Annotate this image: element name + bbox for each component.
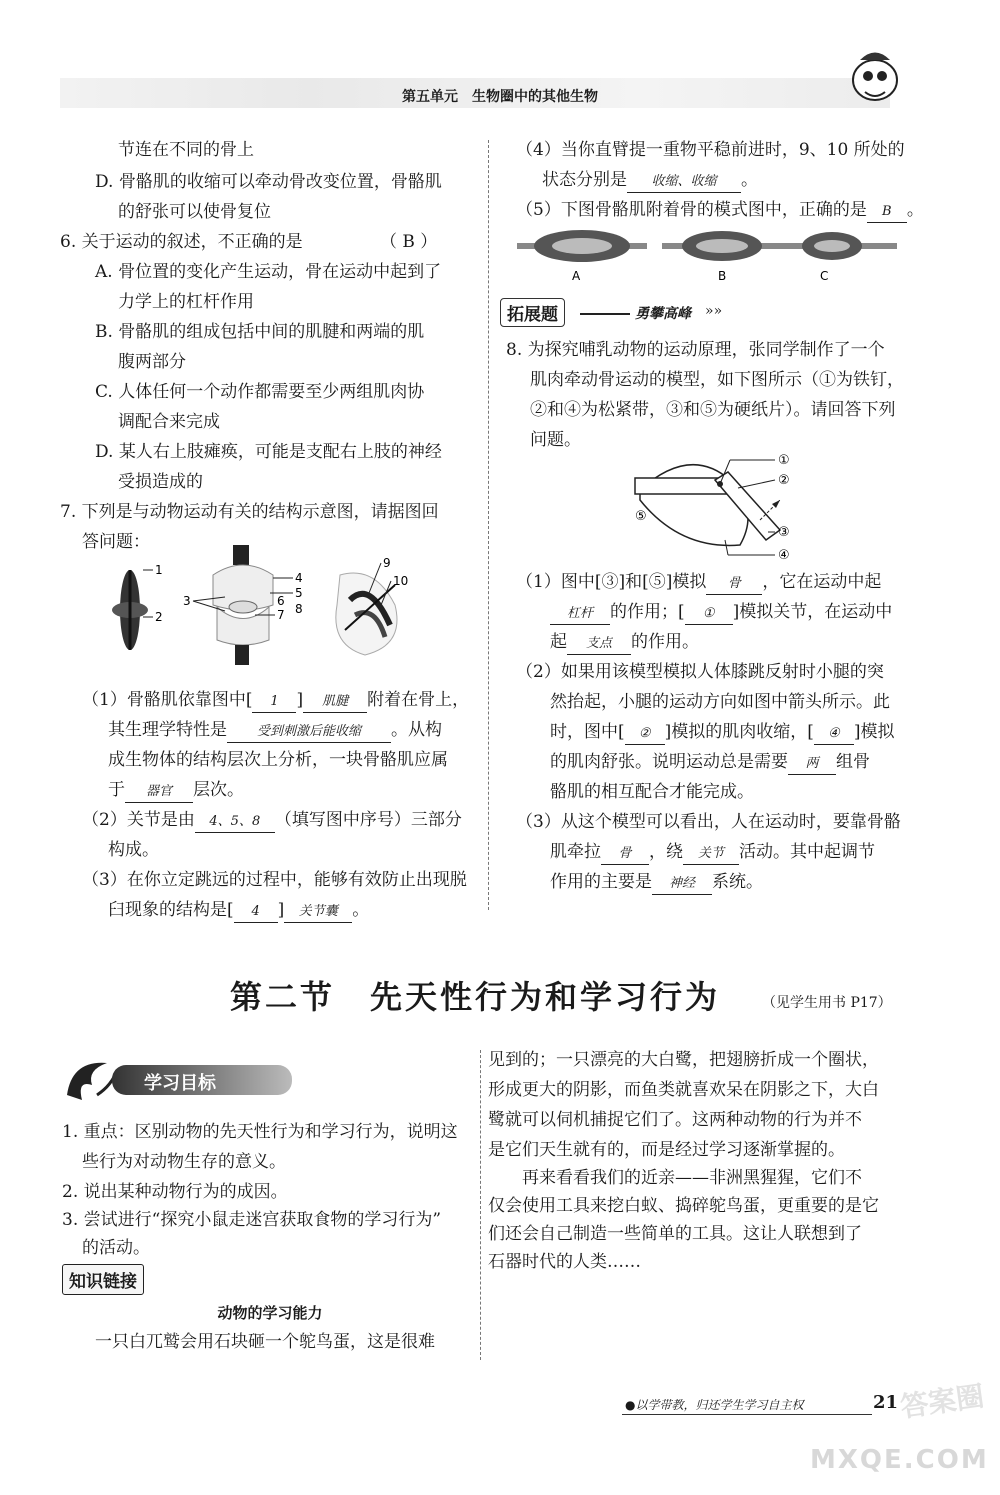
goal-item: 3. 尝试进行“探究小鼠走迷宫获取食物的学习行为” xyxy=(62,1210,442,1230)
q7-1-cont xyxy=(108,720,442,743)
text-line: （4）当你直臂提一重物平稳前进时，9、10 所处的 xyxy=(516,140,905,160)
figure-label: A xyxy=(572,269,581,283)
answer-blank: 收缩、收缩 xyxy=(627,172,741,193)
section-title: 第二节 先天性行为和学习行为 xyxy=(230,978,721,1016)
answer-blank: ④ xyxy=(814,724,854,745)
muscle-bone-figure xyxy=(512,222,902,284)
goal-item: 1. 重点：区别动物的先天性行为和学习行为，说明这 xyxy=(62,1122,458,1142)
text-fragment: 活动。其中起调节 xyxy=(739,842,875,862)
text-fragment: （填写图中序号）三部分 xyxy=(274,810,462,830)
text-line: 受损造成的 xyxy=(118,472,203,492)
figure-label: 10 xyxy=(393,574,409,588)
section-tag-label: 拓展题 xyxy=(500,298,565,327)
joint-diagram xyxy=(213,545,273,665)
figure-label: 9 xyxy=(383,556,391,570)
text-fragment: ] xyxy=(296,690,304,710)
text-fragment: ]模拟 xyxy=(853,722,895,742)
text-line: 些行为对动物生存的意义。 xyxy=(82,1152,286,1172)
q7-4 xyxy=(542,170,758,193)
text-fragment: 臼现象的结构是[ xyxy=(108,900,234,920)
section-tag xyxy=(500,298,740,330)
q7-figure xyxy=(105,545,435,670)
mascot-icon xyxy=(835,40,915,110)
figure-label: 6 xyxy=(277,594,285,608)
text-line: 肌肉牵动骨运动的模型，如下图所示（①为铁钉， xyxy=(530,370,904,390)
text-fragment: ，它在运动中起 xyxy=(762,572,882,592)
text-line: 然抬起，小腿的运动方向如图中箭头所示。此 xyxy=(550,692,890,712)
text-line: 骼肌的相互配合才能完成。 xyxy=(550,782,754,802)
text-fragment: 。 xyxy=(352,900,370,920)
article-line: 一只白兀鹫会用石块砸一个鸵鸟蛋，这是很难 xyxy=(95,1332,435,1352)
answer-blank: 肌腱 xyxy=(303,692,367,713)
text-fragment: 。从构 xyxy=(391,720,442,740)
text-fragment: ，绕 xyxy=(649,842,683,862)
q7-1 xyxy=(82,690,469,713)
answer-blank: 4、5、8 xyxy=(195,812,275,833)
model-a xyxy=(517,230,647,262)
q8-1 xyxy=(516,572,881,595)
answer-blank: B xyxy=(867,202,907,223)
text-line: （3）在你立定跳远的过程中，能够有效防止出现脱 xyxy=(82,870,467,890)
question-7-stem: 7. 下列是与动物运动有关的结构示意图，请据图回 xyxy=(60,502,439,522)
q8-1-cont xyxy=(550,602,892,625)
text-fragment: 肌牵拉 xyxy=(550,842,601,862)
goals-tag xyxy=(62,1055,302,1105)
text-line: 的活动。 xyxy=(82,1238,150,1258)
answer-blank: ② xyxy=(625,724,665,745)
article-title: 动物的学习能力 xyxy=(217,1304,323,1322)
article-line: 们还会自己制造一些简单的工具。这让人联想到了 xyxy=(488,1224,862,1244)
figure-label: 3 xyxy=(183,594,191,608)
q8-3-end xyxy=(550,872,763,895)
article-line: 再来看看我们的近亲——非洲黑猩猩，它们不 xyxy=(522,1168,862,1188)
footer-rule xyxy=(622,1414,872,1415)
article-line: 形成更大的阴影，而鱼类就喜欢呆在阴影之下，大白 xyxy=(488,1080,879,1100)
article-line: 鹭就可以伺机捕捉它们了。这两种动物的行为并不 xyxy=(488,1110,862,1130)
question-6-answer: （ B ） xyxy=(380,232,438,252)
goals-tag-label: 学习目标 xyxy=(144,1073,216,1094)
goal-item: 2. 说出某种动物行为的成因。 xyxy=(62,1182,288,1202)
figure-label: 2 xyxy=(155,610,163,624)
text-fragment: 。 xyxy=(741,170,758,190)
q7-1-end xyxy=(108,780,244,803)
text-line: 腹两部分 xyxy=(118,352,186,372)
article-line: 石器时代的人类…… xyxy=(488,1252,641,1272)
section-reference: （见学生用书 P17） xyxy=(762,995,892,1011)
model-b xyxy=(662,231,782,261)
arm-diagram xyxy=(336,573,397,655)
answer-blank: 神经 xyxy=(652,874,712,895)
text-fragment: 系统。 xyxy=(712,872,763,892)
chevron-icon: »» xyxy=(705,303,723,319)
q8-3 xyxy=(550,842,875,865)
q8-2-cont xyxy=(550,752,870,775)
answer-blank: 杠杆 xyxy=(550,604,610,625)
answer-blank: 骨 xyxy=(706,574,762,595)
model-label: ③ xyxy=(778,525,790,540)
text-fragment: （1）图中[③]和[⑤]模拟 xyxy=(516,572,707,592)
text-line: 答问题： xyxy=(82,532,150,552)
watermark-logo: 答案圈 xyxy=(898,1379,987,1424)
option-b: B. 骨骼肌的组成包括中间的肌腱和两端的肌 xyxy=(95,322,425,342)
article-line: 是它们天生就有的，而是经过学习逐渐掌握的。 xyxy=(488,1140,845,1160)
option-d: D. 某人右上肢瘫痪，可能是支配右上肢的神经 xyxy=(95,442,442,462)
text-line: 力学上的杠杆作用 xyxy=(118,292,254,312)
figure-label: 5 xyxy=(295,586,303,600)
question-8-stem: 8. 为探究哺乳动物的运动原理，张同学制作了一个 xyxy=(506,340,885,360)
answer-blank: 受到刺激后能收缩 xyxy=(227,722,391,743)
text-fragment: 的肌肉舒张。说明运动总是需要 xyxy=(550,752,788,772)
page-number: 21 xyxy=(873,1392,899,1413)
answer-blank: ① xyxy=(685,604,733,625)
tag-rule xyxy=(580,313,630,315)
text-line: （3）从这个模型可以看出，人在运动时，要靠骨骼 xyxy=(516,812,901,832)
text-line: ②和④为松紧带，③和⑤为硬纸片）。请回答下列 xyxy=(530,400,896,420)
answer-blank: 两 xyxy=(788,754,836,775)
text-line: 调配合来完成 xyxy=(118,412,220,432)
answer-blank: 器官 xyxy=(125,782,193,803)
figure-label: 1 xyxy=(155,563,163,577)
text-line: （2）如果用该模型模拟人体膝跳反射时小腿的突 xyxy=(516,662,884,682)
knowledge-link-tag: 知识链接 xyxy=(62,1264,144,1295)
option-d: D. 骨骼肌的收缩可以牵动骨改变位置，骨骼肌 xyxy=(95,172,442,192)
q7-3 xyxy=(108,900,369,923)
answer-blank: 骨 xyxy=(601,844,649,865)
section-tag-sub: 勇攀高峰 xyxy=(635,306,691,322)
figure-label: C xyxy=(820,269,829,283)
text-fragment: （2）关节是由 xyxy=(82,810,195,830)
model-label: ⑤ xyxy=(635,509,647,524)
model-label: ① xyxy=(778,453,790,468)
text-fragment: 组骨 xyxy=(836,752,870,772)
figure-label: 8 xyxy=(295,602,303,616)
answer-blank: 支点 xyxy=(567,634,631,655)
model-label: ④ xyxy=(778,548,790,563)
text-fragment: （1）骨骼肌依靠图中[ xyxy=(82,690,253,710)
q7-2 xyxy=(82,810,462,833)
text-line: 的舒张可以使骨复位 xyxy=(118,202,271,222)
figure-label: 4 xyxy=(295,571,303,585)
text-fragment: 其生理学特性是 xyxy=(108,720,227,740)
muscle-model-figure xyxy=(620,450,840,565)
text-fragment: 层次。 xyxy=(193,780,244,800)
column-divider xyxy=(488,140,489,910)
text-fragment: 于 xyxy=(108,780,125,800)
model-label: ② xyxy=(778,473,790,488)
figure-label: 7 xyxy=(277,608,285,622)
model-c xyxy=(782,232,897,260)
option-c: C. 人体任何一个动作都需要至少两组肌肉协 xyxy=(95,382,425,402)
text-fragment: 作用的主要是 xyxy=(550,872,652,892)
footer-slogan: ●以学带教，归还学生学习自主权 xyxy=(625,1398,804,1412)
q8-1-end xyxy=(550,632,699,655)
q7-5 xyxy=(516,200,924,223)
text-fragment: ]模拟的肌肉收缩，[ xyxy=(664,722,814,742)
option-a: A. 骨位置的变化产生运动，骨在运动中起到了 xyxy=(95,262,442,282)
text-fragment: 时，图中[ xyxy=(550,722,625,742)
text-line: 问题。 xyxy=(530,430,581,450)
question-6-stem: 6. 关于运动的叙述，不正确的是 xyxy=(60,232,303,252)
answer-blank: 关节囊 xyxy=(284,902,352,923)
page-header-title: 第五单元 生物圈中的其他生物 xyxy=(402,89,598,105)
text-line: 构成。 xyxy=(108,840,159,860)
text-fragment: 的作用。 xyxy=(631,632,699,652)
text-fragment: （5）下图骨骼肌附着骨的模式图中，正确的是 xyxy=(516,200,867,220)
text-fragment: ] xyxy=(277,900,285,920)
article-line: 仅会使用工具来挖白蚁、捣碎鸵鸟蛋，更重要的是它 xyxy=(488,1196,879,1216)
answer-blank: 1 xyxy=(252,692,296,713)
text-line: 节连在不同的骨上 xyxy=(118,140,254,160)
q8-2 xyxy=(550,722,895,745)
text-fragment: 。 xyxy=(906,200,924,220)
figure-label: B xyxy=(718,269,727,283)
text-fragment: 起 xyxy=(550,632,567,652)
text-fragment: 的作用；[ xyxy=(610,602,685,622)
text-fragment: 状态分别是 xyxy=(542,170,627,190)
text-fragment: 附着在骨上， xyxy=(367,690,470,710)
answer-blank: 关节 xyxy=(683,844,739,865)
muscle-diagram xyxy=(112,570,153,650)
article-line: 见到的；一只漂亮的大白鹭，把翅膀折成一个圈状， xyxy=(488,1050,879,1070)
answer-blank: 4 xyxy=(234,902,278,923)
text-line: 成生物体的结构层次上分析，一块骨骼肌应属 xyxy=(108,750,448,770)
text-fragment: ]模拟关节，在运动中 xyxy=(732,602,893,622)
watermark-url: MXQE.COM xyxy=(810,1445,989,1475)
